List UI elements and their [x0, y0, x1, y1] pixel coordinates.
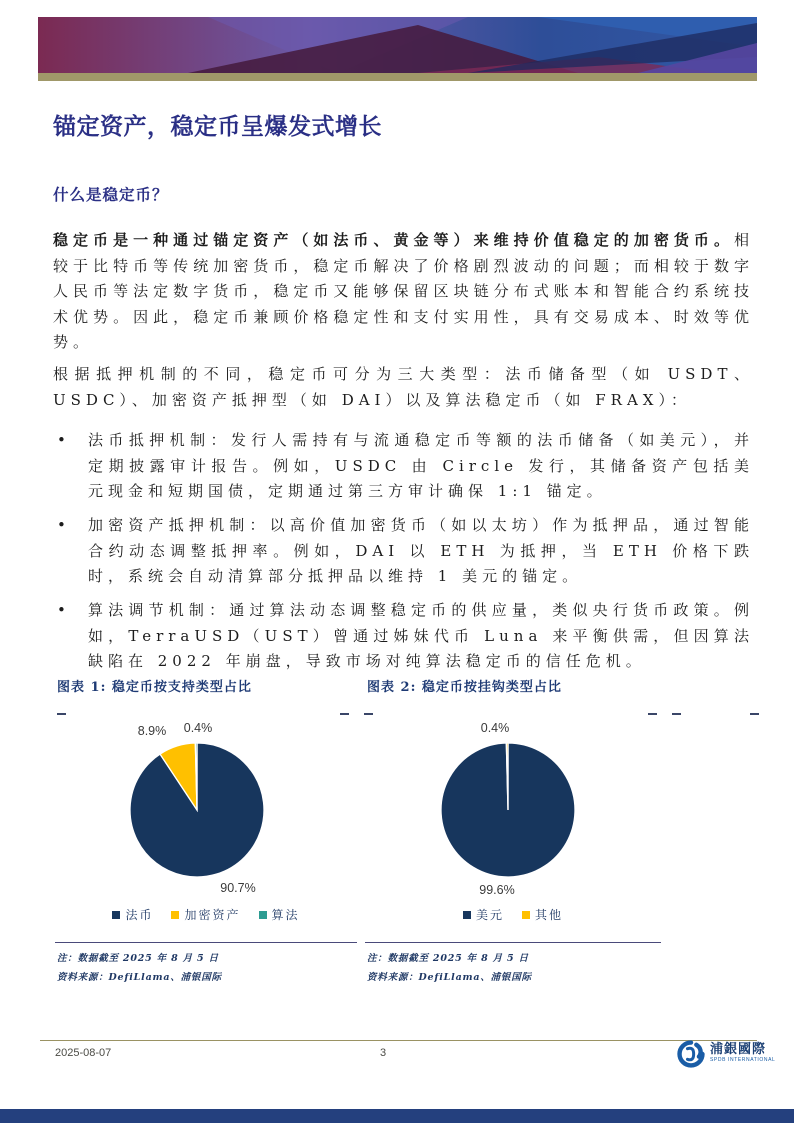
- chart-title: 图表 1: 稳定币按支持类型占比: [57, 680, 252, 695]
- pie-peg-type: [436, 738, 580, 882]
- legend-item-crypto: [171, 906, 240, 923]
- legend-label: 其他: [535, 908, 564, 922]
- legend-swatch: [463, 911, 471, 919]
- chart-backing-type: [55, 676, 357, 983]
- bullet-text: 算法调节机制：通过算法动态调整稳定币的供应量，类似央行货币政策。例如，TerraUSD（UST）曾通过姊妹代币 Luna 来平衡供需，但因算法缺陷在 2022 年崩盘，导致市场对纯算法稳定币的信任危机。: [88, 601, 754, 670]
- paragraph-intro: [53, 228, 754, 356]
- paragraph-types: 根据抵押机制的不同，稳定币可分为三大类型：法币储备型（如 USDT、USDC）、加密资产抵押型（如 DAI）以及算法稳定币（如 FRAX）：: [53, 365, 754, 409]
- pie-label-algo: 0.4%: [183, 721, 213, 735]
- banner-art: [38, 17, 757, 81]
- page-bottom-bar: [0, 1109, 794, 1123]
- legend-swatch: [259, 911, 267, 919]
- pie-chart-svg: [125, 738, 269, 882]
- legend-item-algo: [259, 906, 300, 923]
- footer-page-number: 3: [380, 1047, 387, 1059]
- pie-label-other: 0.4%: [480, 721, 510, 735]
- bullet-marker: •: [57, 601, 66, 619]
- spdb-logo: [676, 1039, 775, 1069]
- chart-source: 资料来源：DefiLlama、浦银国际: [367, 972, 532, 983]
- chart-divider: [365, 942, 661, 943]
- chart-edge-tick: [750, 713, 759, 715]
- footer-date: 2025-08-07: [55, 1047, 112, 1059]
- logo-text-cn: 浦銀國際: [710, 1042, 767, 1057]
- bullet-algo-mechanism: [53, 598, 754, 675]
- legend-item-usd: [463, 906, 504, 923]
- legend-label: 美元: [475, 908, 504, 922]
- section-heading: 什么是稳定币？: [53, 185, 169, 204]
- chart-note: 注：数据截至 2025 年 8 月 5 日: [57, 953, 219, 964]
- chart-divider: [55, 942, 357, 943]
- chart-legend: [55, 906, 357, 923]
- legend-label: 法币: [125, 908, 154, 922]
- legend-label: 算法: [271, 908, 300, 922]
- bullet-text: 法币抵押机制：发行人需持有与流通稳定币等额的法币储备（如美元），并定期披露审计报告。例如，USDC 由 Circle 发行，其储备资产包括美元现金和短期国债，定期通过第三方审计确保 1:1 锚定。: [88, 431, 754, 500]
- legend-item-fiat: [112, 906, 153, 923]
- bullet-marker: •: [57, 431, 66, 449]
- header-banner-graphic: [38, 17, 757, 81]
- footer-divider: [40, 1040, 757, 1041]
- bullet-fiat-mechanism: [53, 428, 754, 505]
- page-title: 锚定资产，稳定币呈爆发式增长: [53, 113, 382, 140]
- legend-swatch: [112, 911, 120, 919]
- chart-source: 资料来源：DefiLlama、浦银国际: [57, 972, 222, 983]
- bullet-crypto-mechanism: [53, 513, 754, 590]
- pie-label-usd: 99.6%: [479, 883, 515, 897]
- legend-swatch: [171, 911, 179, 919]
- spdb-logo-icon: [676, 1039, 706, 1069]
- legend-label: 加密资产: [184, 908, 241, 922]
- logo-text-en: SPDB INTERNATIONAL: [710, 1057, 776, 1063]
- chart-peg-type: [365, 676, 661, 983]
- paragraph-intro-lead: 稳定币是一种通过锚定资产（如法币、黄金等）来维持价值稳定的加密货币。: [53, 231, 734, 249]
- chart-note: 注：数据截至 2025 年 8 月 5 日: [367, 953, 529, 964]
- bullet-marker: •: [57, 516, 66, 534]
- chart-legend: [365, 906, 661, 923]
- legend-swatch: [522, 911, 530, 919]
- pie-label-fiat: 90.7%: [220, 881, 256, 895]
- pie-chart-svg: [436, 738, 580, 882]
- pie-backing-type: [125, 738, 269, 882]
- chart-title: 图表 2: 稳定币按挂钩类型占比: [367, 680, 562, 695]
- legend-item-other: [522, 906, 563, 923]
- pie-label-crypto: 8.9%: [137, 724, 167, 738]
- chart-edge-tick: [672, 713, 681, 715]
- paragraph-intro-body: 相较于比特币等传统加密货币，稳定币解决了价格剧烈波动的问题；而相较于数字人民币等法定数字货币，稳定币又能够保留区块链分布式账本和智能合约系统技术优势。因此，稳定币兼顾价格稳定性和支付实用性，具有交易成本、时效等优势。: [53, 231, 754, 351]
- bullet-text: 加密资产抵押机制：以高价值加密货币（如以太坊）作为抵押品，通过智能合约动态调整抵押率。例如，DAI 以 ETH 为抵押，当 ETH 价格下跌时，系统会自动清算部分抵押品以维持 1 美元的锚定。: [88, 516, 754, 585]
